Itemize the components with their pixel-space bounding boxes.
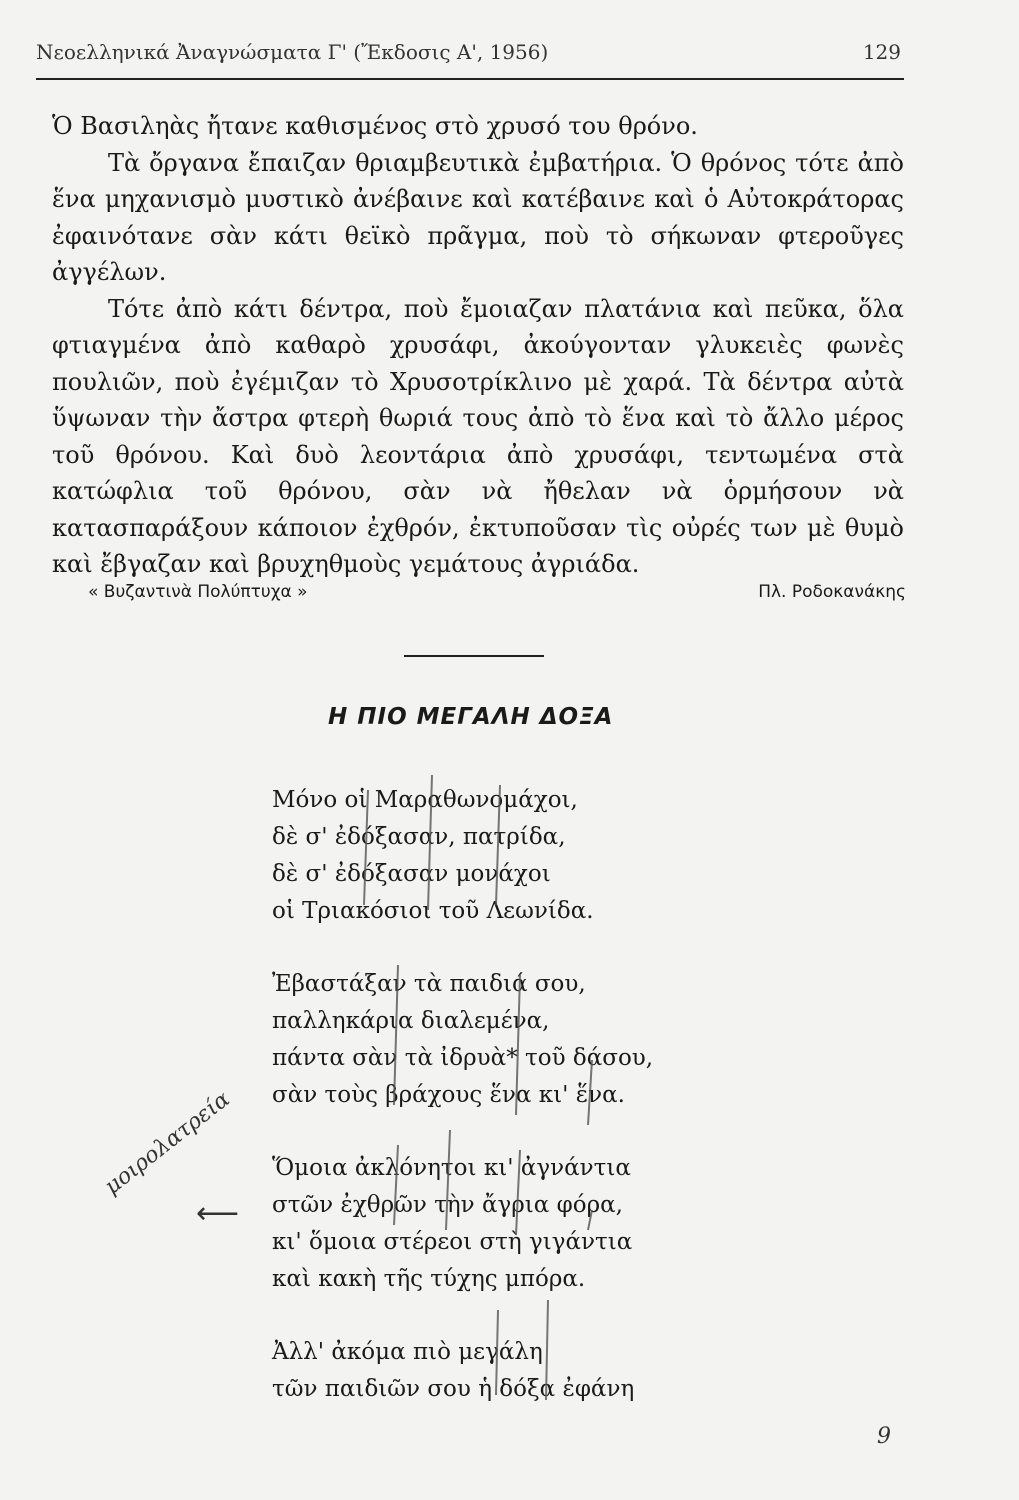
header-rule: [36, 78, 904, 80]
section-divider: [404, 655, 544, 657]
poem: [272, 782, 712, 1444]
poem-line: σὰν τοὺς βράχους ἕνα κι' ἕνα.: [272, 1082, 625, 1108]
prose-paragraph: Τὰ ὄργανα ἔπαιζαν θριαμβευτικὰ ἐμβατήρια. Ὁ θρόνος τότε ἀπὸ ἕνα μηχανισμὸ μυστικὸ ἀνέβαινε καὶ κατέβαινε καὶ ὁ Αὐτοκράτορας ἐφαινότανε σὰν κάτι θεϊκὸ πρᾶγμα, ποὺ τὸ σήκωναν φτεροῦγες ἀγγέλων.: [52, 148, 904, 286]
poem-line: δὲ σ' ἐδόξασαν μονάχοι: [272, 861, 551, 887]
poem-line: πάντα σὰν τὰ ἰδρυὰ* τοῦ δάσου,: [272, 1045, 654, 1071]
poem-line: Ἀλλ' ἀκόμα πιὸ μεγάλη: [272, 1339, 543, 1365]
footer-page-number: 9: [877, 1424, 891, 1449]
poem-title: Η ΠΙΟ ΜΕΓΑΛΗ ΔΟΞΑ: [328, 704, 614, 730]
poem-line: τῶν παιδιῶν σου ἡ δόξα ἐφάνη: [272, 1376, 635, 1402]
poem-line: οἱ Τριακόσιοι τοῦ Λεωνίδα.: [272, 898, 594, 924]
poem-stanza: [272, 1150, 712, 1298]
prose-excerpt: [52, 108, 904, 583]
poem-line: κι' ὅμοια στέρεοι στὴ γιγάντια: [272, 1229, 633, 1255]
source-title: « Βυζαντινὰ Πολύπτυχα »: [88, 582, 308, 602]
page-number: 129: [862, 40, 901, 64]
prose-paragraph: Ὁ Βασιληὰς ἤτανε καθισμένος στὸ χρυσό του θρόνο.: [52, 112, 698, 140]
arrow-left-icon: ⟵: [196, 1196, 240, 1231]
source-attribution: [88, 582, 906, 602]
poem-line: καὶ κακὴ τῆς τύχης μπόρα.: [272, 1266, 586, 1292]
running-head: Νεοελληνικά Ἀναγνώσματα Γ' (Ἔκδοσις Α', 1956): [36, 40, 549, 64]
poem-stanza: [272, 782, 712, 930]
poem-line: δὲ σ' ἐδόξασαν, πατρίδα,: [272, 824, 566, 850]
poem-stanza: [272, 966, 712, 1114]
poem-line: Ὅμοια ἀκλόνητοι κι' ἀγνάντια: [272, 1155, 631, 1181]
poem-line: στῶν ἐχθρῶν τὴν ἄγρια φόρα,: [272, 1192, 623, 1218]
poem-stanza: [272, 1334, 712, 1408]
handwritten-note: μοιρολατρεία: [100, 1086, 235, 1200]
prose-paragraph: Τότε ἀπὸ κάτι δέντρα, ποὺ ἔμοιαζαν πλατάνια καὶ πεῦκα, ὅλα φτιαγμένα ἀπὸ καθαρὸ χρυσάφι, ἀκούγονταν γλυκειὲς φωνὲς πουλιῶν, ποὺ ἐγέμιζαν τὸ Χρυσοτρίκλινο μὲ χαρά. Τὰ δέντρα αὐτὰ ὕψωναν τὴν ἄστρα φτερὴ θωριά τους ἀπὸ τὸ ἕνα καὶ τὸ ἄλλο μέρος τοῦ θρόνου. Καὶ δυὸ λεοντάρια ἀπὸ χρυσάφι, τεντωμένα στὰ κατώφλια τοῦ θρόνου, σὰν νὰ ἤθελαν νὰ ὁρμήσουν νὰ κατασπαράξουν κάποιον ἐχθρόν, ἐκτυποῦσαν τὶς οὐρές των μὲ θυμὸ καὶ ἔβγαζαν καὶ βρυχηθμοὺς γεμάτους ἀγριάδα.: [52, 294, 904, 578]
source-author: Πλ. Ροδοκανάκης: [758, 582, 906, 602]
poem-line: Ἐβαστάξαν τὰ παιδιά σου,: [272, 971, 586, 997]
poem-line: παλληκάρια διαλεμένα,: [272, 1008, 550, 1034]
poem-line: Μόνο οἱ Μαραθωνομάχοι,: [272, 787, 578, 813]
